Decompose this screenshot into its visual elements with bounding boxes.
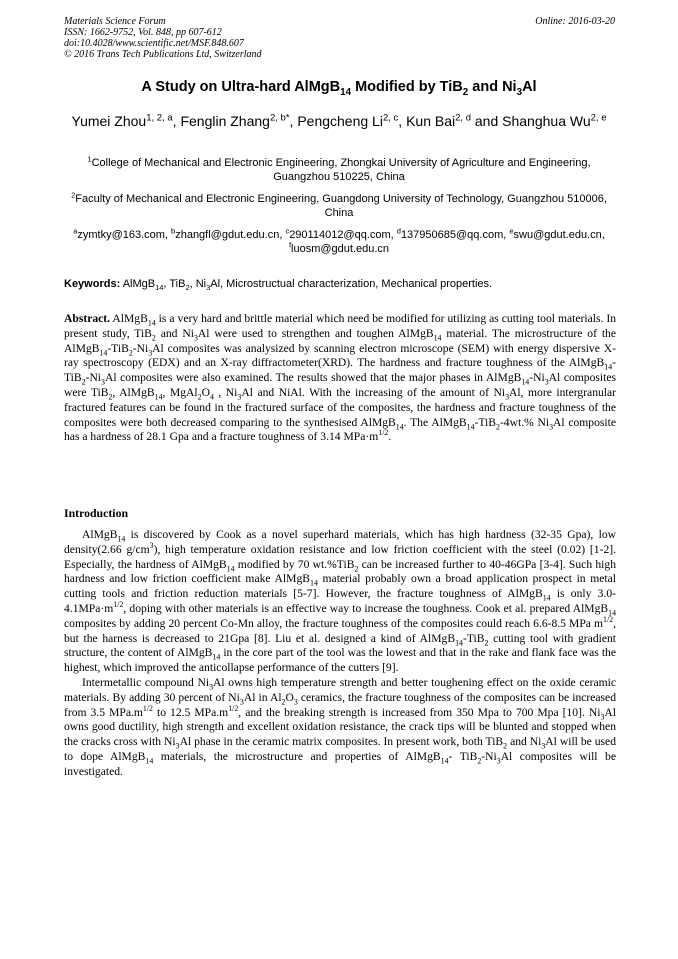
journal-copyright: © 2016 Trans Tech Publications Ltd, Switzerland xyxy=(64,49,262,60)
keywords-text: AlMgB$_{14}$, TiB$_2$, $Ni_3Al$, Microstructual characterization, Mechanical properties. xyxy=(122,278,493,293)
introduction-paragraph-1: AlMgB$_{14}$ is discovered by Cook as a novel superhard materials, which has high hardness (32-35 Gpa), low density(2.66 $g/cm^3$), high temperature oxidation resistance and low friction coefficient with the steel (0.02) [1-2]. Especially, the hardness of AlMgB$_{14}$ modified by 70 wt.%TiB$_2$ can be increased further to 40-46GPa [3-4]. Such high hardness and low friction coefficient make AlMgB$_{14}$ material probably own a broad application prospect in metal cutting tools and friction reduction materials [5-7]. However, the fracture toughness of AlMgB$_{14}$ is only $3.0-4.1MPa\cdot m^{1/2}$, doping with other materials is an effective way to increase the toughness. Cook et al. prepared AlMgB$_{14}$ composites by adding 20 percent Co-Mn alloy, the fracture toughness of the composites could reach 6.6-8.5 MPa $m^{1/2}$, but the harness is decreased to 21Gpa [8]. Liu et al. designed a kind of AlMgB$_{14}$-TiB$_2$ cutting tool with gradient structure, the content of AlMgB$_{14}$ in the core part of the tool was the lowest and that in the rake and flank face was the highest, which improved the anticollapse performance of the cutters [9]. xyxy=(64,528,617,675)
journal-name: Materials Science Forum xyxy=(64,16,166,27)
author-emails: $^a$zymtky@163.com, $^b$zhangfl@gdut.edu.cn, $^c$290114012@qq.com, $^d$137950685@qq.com, $^e$swu@gdut.edu.cn, $^f$luosm@gdut.edu.cn xyxy=(73,226,605,255)
affiliation-1: $^1$College of Mechanical and Electronic Engineering, Zhongkai University of Agriculture and Engineering, Guangzhou 510225, China xyxy=(87,154,591,183)
journal-issn: ISSN: 1662-9752, Vol. 848, pp 607-612 xyxy=(64,27,222,38)
author-list: Yumei Zhou$^{1, 2, a}$, Fenglin Zhang$^{2, b*}$, Pengcheng Li$^{2, c}$, Kun Bai$^{2, d}$ and Shanghua Wu$^{2, e}$ xyxy=(71,112,607,129)
abstract-text: AlMgB$_{14}$ is a very hard and brittle material which need be modified for utilizing as cutting tool materials. In present study, TiB$_2$ and $Ni_3Al$ were used to strengthen and toughen AlMgB$_{14}$ material. The microstructure of the $AlMgB_{14}-TiB_2-Ni_3Al$ composites was analysized by scanning electron microscope (SEM) with energy dispersive X-ray spectroscopy (EDX) and an X-ray diffractometer(XRD). The hardness and fracture toughness of the $AlMgB_{14}-TiB_2-Ni_3Al$ composites were also examined. The results showed that the major phases in $AlMgB_{14}-Ni_3Al$ composites were TiB$_2$, AlMgB$_{14}$, $MgAl_2O_4$ , $Ni_3Al$ and NiAl. With the increasing of the amount of $Ni_3Al$, more intergranular fractured features can be found in the fractured surface of the composites, the hardness and fracture toughness of the composites were both decreased comparing to the synthesised AlMgB$_{14}$. The AlMgB$_{14}$-TiB$_2$-4wt.% $Ni_3Al$ composite has a hardness of 28.1 Gpa and a fracture toughness of 3.14 $MPa\cdot m^{1/2}$. xyxy=(64,312,617,444)
journal-header-info xyxy=(64,16,262,60)
abstract-block xyxy=(64,312,616,445)
online-date: Online: 2016-03-20 xyxy=(535,16,615,27)
keywords-block xyxy=(64,277,616,291)
keywords-label: Keywords: xyxy=(64,278,121,290)
paper-title: A Study on Ultra-hard AlMgB$_{14}$ Modified by TiB$_2$ and $Ni_3Al$ xyxy=(141,79,537,98)
journal-doi: doi:10.4028/www.scientific.net/MSF.848.607 xyxy=(64,38,244,49)
abstract-label: Abstract. xyxy=(64,312,111,325)
introduction-body xyxy=(64,528,616,780)
introduction-heading: Introduction xyxy=(64,506,129,520)
affiliation-2: $^2$Faculty of Mechanical and Electronic Engineering, Guangdong University of Technology, Guangzhou 510006, China xyxy=(71,190,607,219)
introduction-paragraph-2: Intermetallic compound $Ni_3Al$ owns high temperature strength and better toughening effect on the oxide ceramic materials. By adding 30 percent of $Ni_3Al$ in $Al_2O_3$ ceramics, the fracture toughness of the composites can be increased from 3.5 $MPa.m^{1/2}$ to 12.5 $MPa.m^{1/2}$, and the breaking strength is increased from 350 Mpa to 700 Mpa [10]. $Ni_3Al$ owns good ductility, high strength and excellent oxidation resistance, the crack tips will be blunted and stopped when the cracks cross with $Ni_3Al$ phase in the ceramic matrix composites. In present work, both TiB$_2$ and $Ni_3Al$ will be used to dope AlMgB$_{14}$ materials, the microstructure and properties of AlMgB$_{14}$- $TiB_2-Ni_3Al$ composites will be investigated. xyxy=(64,675,617,778)
